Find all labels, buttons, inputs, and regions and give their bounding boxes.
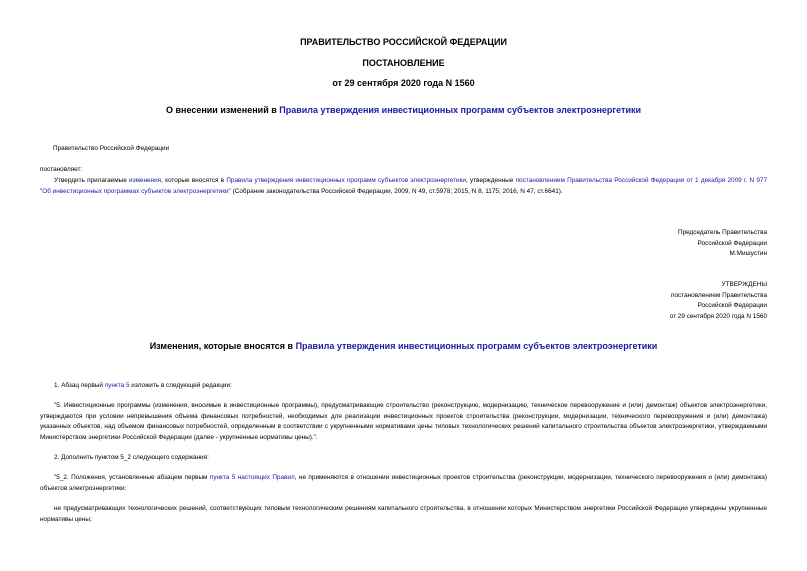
signature-title: Председатель Правительства [678,229,767,236]
sub-item-1: не предусматривающих технологических решений, соответствующих типовым технологическим решениям капитального строительства, в отношении которых Министерством энергетики Российской Федерации утверждены укрупненные нормативы цены; [40,505,767,523]
approval-block [467,280,767,322]
item-2: 2. Дополнить пунктом 5_2 следующего содержания: [54,454,209,461]
decrees-label: постановляет: [40,166,83,173]
approval-line2: постановлением Правительства [671,291,767,299]
quote-point-5-2 [40,473,767,494]
rules-link-2[interactable]: Правила утверждения инвестиционных программ субъектов электроэнергетики [226,177,466,184]
point-5-rules-link[interactable]: пункта 5 настоящих Правил [209,474,295,481]
changes-title [0,341,807,351]
signature-block [467,228,767,260]
rules-link[interactable]: Правила утверждения инвестиционных программ субъектов электроэнергетики [279,105,642,115]
p1-text-a: Утвердить прилагаемые [54,177,130,184]
decree-paragraph [40,176,767,197]
quote2-text-b: , не применяются в отношении инвестиционных проектов строительства (реконструкции, модернизации, технического перевооружения и (или) демонтажа) объектов электроэнергетики: [40,474,767,492]
changes-title-prefix: Изменения, которые вносятся в [149,341,296,351]
point-5-link[interactable]: пункта 5 [104,382,130,389]
document-title [0,105,807,115]
item-1 [54,381,232,392]
document-title-prefix: О внесении изменений в [165,105,280,115]
approval-label: УТВЕРЖДЕНЫ [721,281,767,288]
government-label: Правительство Российской Федерации [53,145,170,152]
rules-link-3[interactable]: Правила утверждения инвестиционных программ субъектов электроэнергетики [295,341,658,351]
signature-country: Российской Федерации [697,239,767,247]
signature-name: М.Мишустин [729,250,767,257]
p1-text-c: , утвержденные [465,177,516,184]
approval-line3: Российской Федерации [697,302,767,309]
doc-type-heading: ПОСТАНОВЛЕНИЕ [362,58,445,68]
changes-link[interactable]: изменения [129,177,162,184]
date-number: от 29 сентября 2020 года N 1560 [332,78,475,88]
resolution-977-link[interactable]: постановлением Правительства Российской Федерации от 1 декабря 2009 г. N 977 "Об инвестиционных программах субъектов электроэнергетики" [40,177,768,195]
item1-text-a: 1. Абзац первый [54,382,105,389]
quote-point-5: "5. Инвестиционные программы (изменения, вносимые в инвестиционные программы), предусматривающие строительство (реконструкцию, модернизацию, техническое перевооружение и (или) демонтаж) объектов электроэнергетики, утверждаются при условии непревышения объема финансовых потребностей, необходимых для реализации инвестиционных проектов строительства (реконструкции, модернизации, технического перевооружения и (или) демонтажа) указанных объектов, над объемом финансовых потребностей, определенным в соответствии с укрупненными нормативами цены типовых технологических решений капитального строительства объектов электроэнергетики, утверждаемыми Министерством энергетики Российской Федерации (далее - укрупненные нормативы цены).". [40,402,767,441]
authority-heading: ПРАВИТЕЛЬСТВО РОССИЙСКОЙ ФЕДЕРАЦИИ [300,37,507,47]
quote2-text-a: "5_2. Положения, установленные абзацем первым [54,474,210,481]
item1-text-b: изложить в следующей редакции: [129,382,232,389]
approval-line4: от 29 сентября 2020 года N 1560 [669,312,767,320]
p1-text-d: (Собрание законодательства Российской Федерации, 2009, N 49, ст.5978; 2015, N 8, 1175; 2016, N 47, ст.6641). [230,187,563,195]
p1-text-b: , которые вносятся в [161,177,227,184]
